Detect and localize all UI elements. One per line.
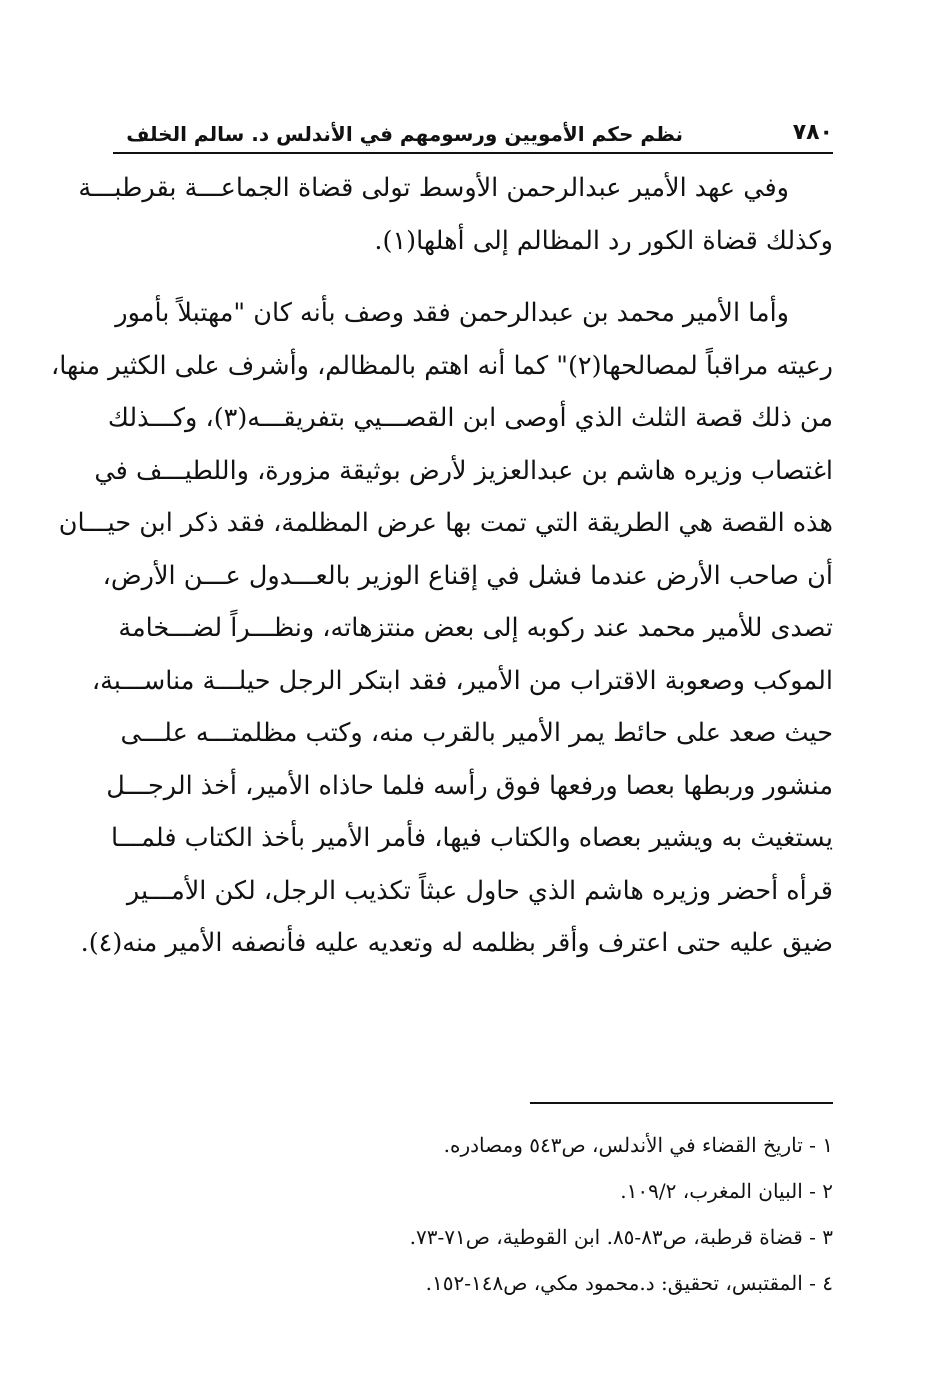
text-line: حيث صعد على حائط يمر الأمير بالقرب منه، وكتب مظلمتـــه علـــى <box>120 718 833 748</box>
main-text <box>50 162 833 970</box>
header-divider <box>113 152 833 154</box>
running-header <box>113 118 833 152</box>
text-line: قرأه أحضر وزيره هاشم الذي حاول عبثاً تكذيب الرجل، لكن الأمـــير <box>126 875 833 906</box>
footnote-1: ١ - تاريخ القضاء في الأندلس، ص٥٤٣ ومصادره. <box>443 1133 833 1157</box>
text-line: تصدى للأمير محمد عند ركوبه إلى بعض منتزهاته، ونظـــراً لضـــخامة <box>118 613 833 643</box>
text-line: ضيق عليه حتى اعترف وأقر بظلمه له وتعديه عليه فأنصفه الأمير منه(٤). <box>80 928 833 958</box>
footnotes <box>113 1122 833 1306</box>
text-line: وفي عهد الأمير عبدالرحمن الأوسط تولى قضاة الجماعـــة بقرطبـــة <box>78 173 789 203</box>
text-line: هذه القصة هي الطريقة التي تمت بها عرض المظلمة، فقد ذكر ابن حيـــان <box>58 508 833 538</box>
running-title: نظم حكم الأمويين ورسومهم في الأندلس د. سالم الخلف <box>126 122 683 146</box>
footnote-3: ٣ - قضاة قرطبة، ص٨٣-٨٥. ابن القوطية، ص٧١-٧٣. <box>409 1225 833 1249</box>
text-line: رعيته مراقباً لمصالحها(٢)" كما أنه اهتم بالمظالم، وأشرف على الكثير منها، <box>50 350 833 381</box>
footnote-divider <box>530 1102 833 1104</box>
text-line: وكذلك قضاة الكور رد المظالم إلى أهلها(١). <box>374 225 833 256</box>
text-line: يستغيث به ويشير بعصاه والكتاب فيها، فأمر الأمير بأخذ الكتاب فلمـــا <box>110 823 833 853</box>
text-line: وأما الأمير محمد بن عبدالرحمن فقد وصف بأنه كان "مهتبلاً بأمور <box>115 298 789 328</box>
footnote-2: ٢ - البيان المغرب، ١٠٩/٢. <box>620 1179 833 1203</box>
footnote-4: ٤ - المقتبس، تحقيق: د.محمود مكي، ص١٤٨-١٥٢. <box>425 1271 833 1295</box>
text-line: الموكب وصعوبة الاقتراب من الأمير، فقد ابتكر الرجل حيلـــة مناســـبة، <box>91 665 833 696</box>
text-line: أن صاحب الأرض عندما فشل في إقناع الوزير بالعـــدول عـــن الأرض، <box>102 560 833 591</box>
page-number: ٧٨٠ <box>792 120 833 145</box>
paragraph-gap <box>113 267 833 287</box>
text-line: اغتصاب وزيره هاشم بن عبدالعزيز لأرض بوثيقة مزورة، واللطيـــف في <box>94 455 833 486</box>
text-line: منشور وربطها بعصا ورفعها فوق رأسه فلما حاذاه الأمير، أخذ الرجـــل <box>106 770 833 801</box>
text-line: من ذلك قصة الثلث الذي أوصى ابن القصـــيي بتفريقـــه(٣)، وكـــذلك <box>107 403 833 433</box>
